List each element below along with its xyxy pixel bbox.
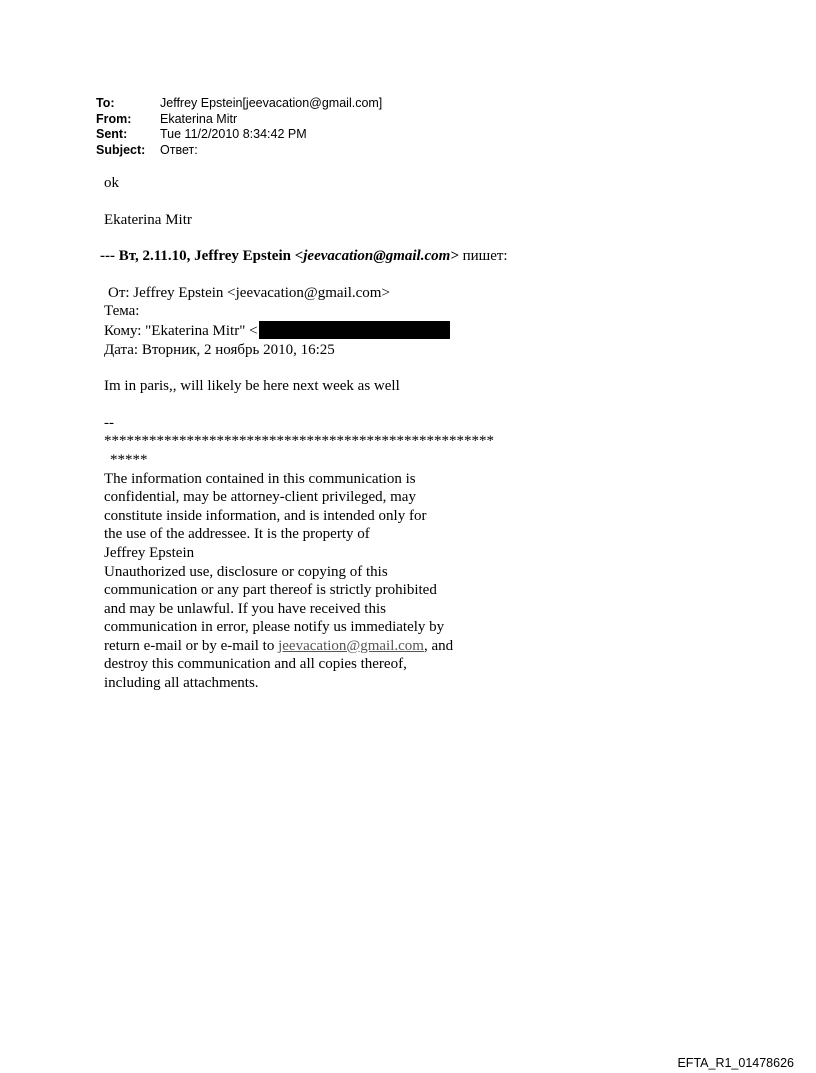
stars-line-1: **************************************************** bbox=[104, 433, 494, 450]
disclaimer-line: confidential, may be attorney-client privileged, may bbox=[104, 489, 416, 506]
quote-prefix: --- bbox=[100, 248, 119, 265]
orig-to-line bbox=[104, 321, 704, 341]
disclaimer-line: communication in error, please notify us immediately by bbox=[104, 619, 445, 636]
to-value: Jeffrey Epstein[jeevacation@gmail.com] bbox=[160, 96, 383, 110]
quote-date-author: Вт, 2.11.10, Jeffrey Epstein bbox=[118, 248, 295, 265]
disclaimer-line: communication or any part thereof is strictly prohibited bbox=[104, 582, 437, 599]
subject-label: Subject: bbox=[96, 142, 146, 157]
from-label: From: bbox=[96, 111, 132, 126]
document-id: EFTA_R1_01478626 bbox=[677, 1056, 794, 1070]
redaction-block bbox=[259, 321, 450, 339]
signature-dash: -- bbox=[104, 414, 114, 431]
sent-value: Tue 11/2/2010 8:34:42 PM bbox=[160, 127, 307, 141]
disclaimer-line: and may be unlawful. If you have received this bbox=[104, 600, 386, 617]
email-link[interactable]: jeevacation@gmail.com bbox=[278, 637, 424, 654]
message-text: Im in paris,, will likely be here next week as well bbox=[104, 378, 400, 395]
disclaimer-line: The information contained in this communication is bbox=[104, 470, 416, 487]
disclaimer-link-line bbox=[104, 637, 704, 656]
signature: Ekaterina Mitr bbox=[104, 211, 192, 228]
subject-value: Ответ: bbox=[160, 142, 198, 157]
disclaimer-line: Unauthorized use, disclosure or copying of this bbox=[104, 563, 388, 580]
disclaimer-line: destroy this communication and all copies thereof, bbox=[104, 656, 407, 673]
reply-text: ok bbox=[104, 175, 119, 191]
disclaimer-line: including all attachments. bbox=[104, 675, 259, 692]
disclaimer-line: Jeffrey Epstein bbox=[104, 544, 195, 561]
orig-date: Дата: Вторник, 2 ноябрь 2010, 16:25 bbox=[104, 341, 335, 358]
sent-label: Sent: bbox=[96, 127, 128, 141]
orig-to: Кому: "Ekaterina Mitr" < bbox=[104, 322, 258, 339]
email-body bbox=[100, 174, 704, 693]
disclaimer-link-prefix: return e-mail or by e-mail to bbox=[104, 637, 279, 654]
sent-row bbox=[96, 127, 382, 143]
stars-line-2: ***** bbox=[110, 451, 148, 468]
to-row bbox=[96, 96, 382, 112]
subject-row bbox=[96, 143, 382, 159]
from-value: Ekaterina Mitr bbox=[160, 111, 238, 126]
quote-email: <jeevacation@gmail.com> bbox=[294, 248, 459, 265]
disclaimer-link-suffix: , and bbox=[423, 637, 454, 654]
disclaimer-line: the use of the addressee. It is the property of bbox=[104, 526, 370, 543]
to-label: To: bbox=[96, 96, 115, 110]
orig-subject: Тема: bbox=[104, 303, 140, 320]
disclaimer-line: constitute inside information, and is intended only for bbox=[104, 507, 427, 524]
email-header bbox=[96, 96, 382, 158]
orig-from: От: Jeffrey Epstein <jeevacation@gmail.com> bbox=[108, 284, 390, 301]
from-row bbox=[96, 112, 382, 128]
quote-suffix: пишет: bbox=[458, 248, 508, 265]
quote-header bbox=[100, 247, 704, 266]
